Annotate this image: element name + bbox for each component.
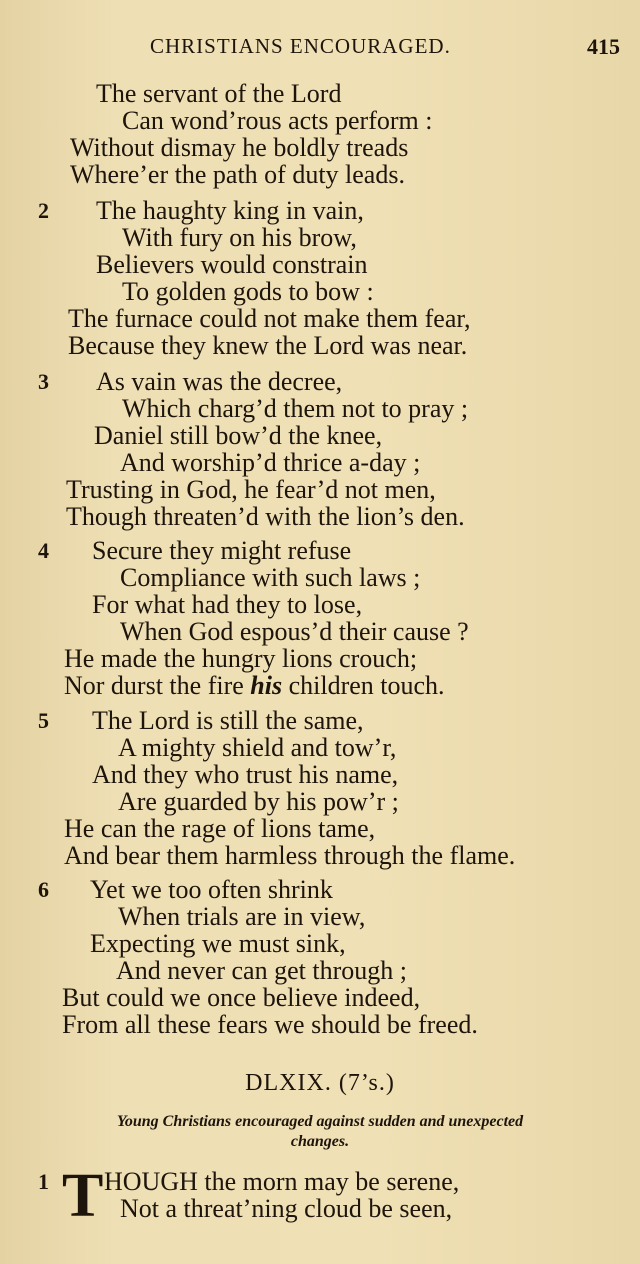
- verse-line: Are guarded by his pow’r ;: [118, 787, 399, 816]
- verse-line: To golden gods to bow :: [122, 277, 374, 306]
- verse-line: For what had they to lose,: [92, 590, 363, 619]
- verse-line: Not a threat’ning cloud be seen,: [120, 1194, 453, 1223]
- verse-line: The haughty king in vain,: [96, 196, 364, 225]
- hymn-meter: (7’s.): [338, 1070, 395, 1096]
- drop-cap: T: [62, 1162, 104, 1230]
- verse-line: The Lord is still the same,: [92, 706, 364, 735]
- italic-emphasis: his: [250, 671, 283, 700]
- verse-line: Daniel still bow’d the knee,: [94, 421, 383, 450]
- stanza-number: 6: [38, 877, 49, 902]
- verse-line: He can the rage of lions tame,: [64, 814, 376, 843]
- verse-line: And bear them harmless through the flame.: [64, 841, 516, 870]
- verse-line: Though threaten’d with the lion’s den.: [66, 502, 465, 531]
- verse-line: When God espous’d their cause ?: [120, 617, 469, 646]
- stanza-number: 1: [38, 1169, 49, 1194]
- running-title: CHRISTIANS ENCOURAGED.: [150, 34, 451, 58]
- stanza-number: 2: [38, 198, 49, 223]
- verse-line: Secure they might refuse: [92, 536, 352, 565]
- verse-line: And worship’d thrice a-day ;: [120, 448, 421, 477]
- hymn-subtitle: Young Christians encouraged against sudden and unexpected: [116, 1113, 524, 1130]
- verse-line: And never can get through ;: [116, 956, 407, 985]
- verse-line: The servant of the Lord: [96, 79, 342, 108]
- verse-line: Without dismay he boldly treads: [70, 133, 409, 162]
- verse-line: With fury on his brow,: [122, 223, 357, 252]
- hymn-subtitle-continued: changes.: [290, 1133, 350, 1150]
- verse-line: A mighty shield and tow’r,: [118, 733, 397, 762]
- verse-line: Because they knew the Lord was near.: [68, 331, 468, 360]
- verse-line: Expecting we must sink,: [90, 929, 346, 958]
- verse-line: Believers would constrain: [96, 250, 368, 279]
- verse-line-part: children touch.: [288, 671, 445, 700]
- stanza-number: 5: [38, 708, 49, 733]
- hymn-number-heading: [0, 1070, 640, 1097]
- verse-line: But could we once believe indeed,: [62, 983, 421, 1012]
- verse-line: And they who trust his name,: [92, 760, 399, 789]
- stanza-number: 3: [38, 369, 49, 394]
- verse-line: Which charg’d them not to pray ;: [122, 394, 469, 423]
- verse-line: Trusting in God, he fear’d not men,: [66, 475, 436, 504]
- verse-line: When trials are in view,: [118, 902, 366, 931]
- page-header: [150, 34, 620, 64]
- verse-line: As vain was the decree,: [96, 367, 343, 396]
- verse-line: The furnace could not make them fear,: [68, 304, 471, 333]
- verse-line: Where’er the path of duty leads.: [70, 160, 405, 189]
- verse-line: [64, 672, 445, 700]
- page-number: 415: [587, 34, 620, 59]
- verse-line-part: Nor durst the fire: [64, 671, 244, 700]
- verse-line: From all these fears we should be freed.: [62, 1010, 478, 1039]
- stanza-number: 4: [38, 538, 49, 563]
- verse-line: He made the hungry lions crouch;: [64, 644, 418, 673]
- verse-line: Can wond’rous acts perform :: [122, 106, 433, 135]
- hymn-number: DLXIX.: [245, 1070, 332, 1096]
- verse-line: HOUGH the morn may be serene,: [104, 1167, 460, 1196]
- verse-line: Yet we too often shrink: [90, 875, 333, 904]
- verse-line: Compliance with such laws ;: [120, 563, 421, 592]
